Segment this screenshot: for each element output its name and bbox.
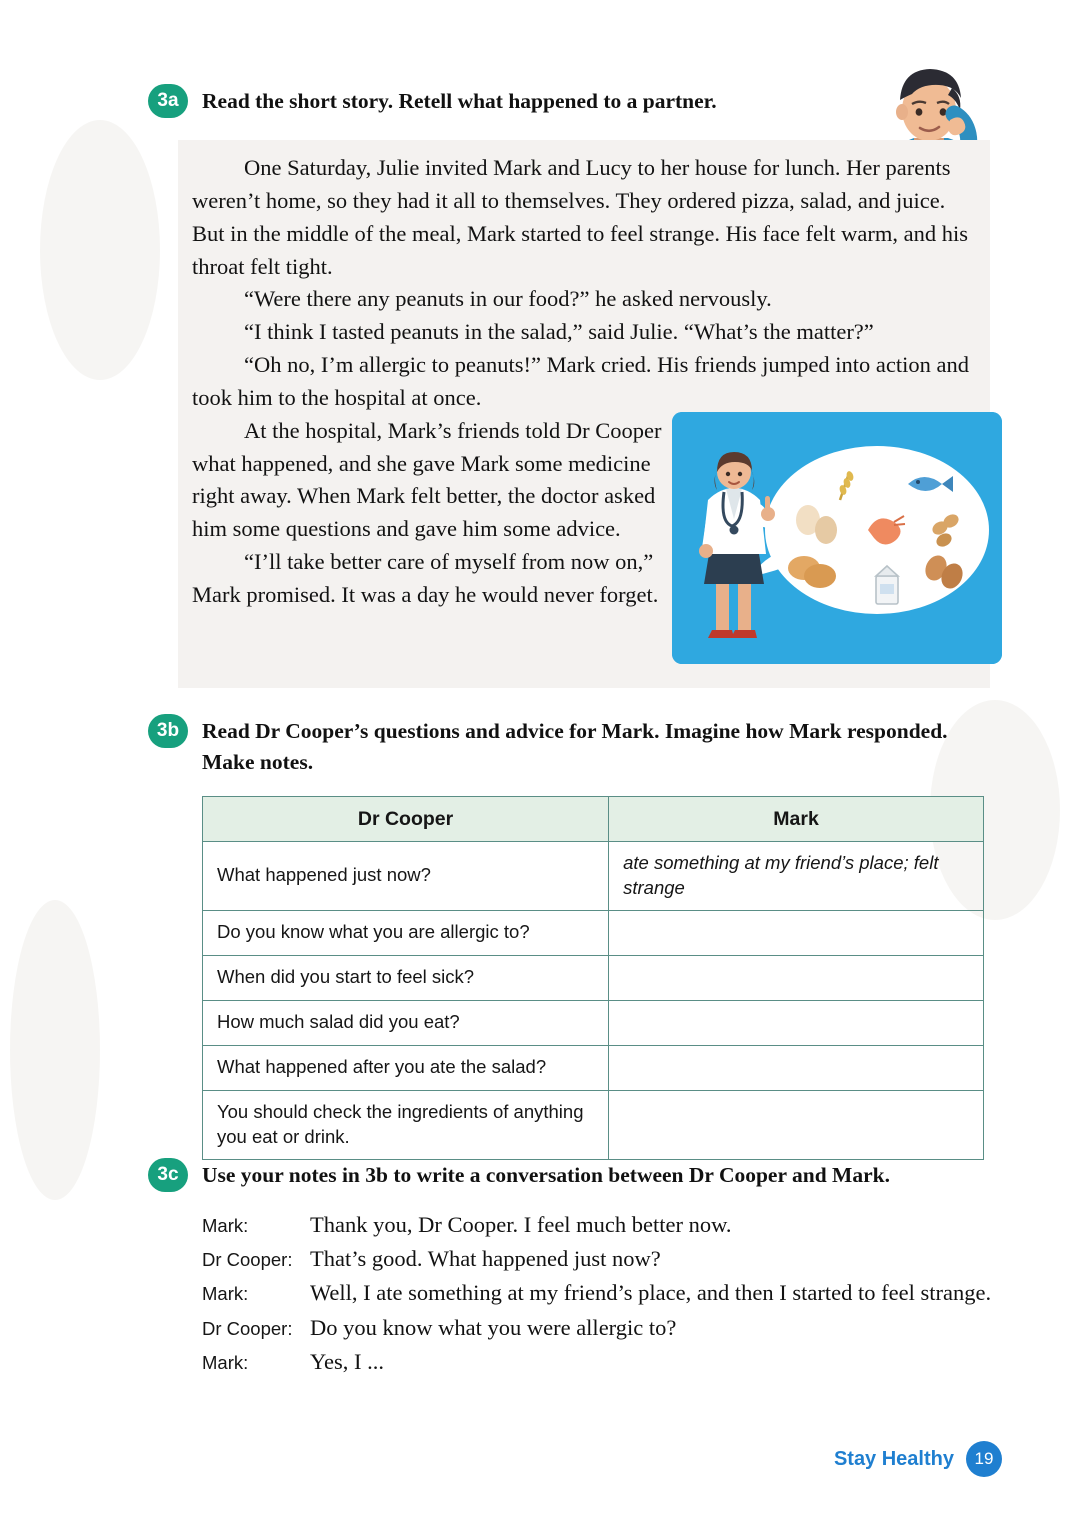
page-number-badge: 19: [966, 1441, 1002, 1477]
task-3a-instruction: Read the short story. Retell what happened to a partner.: [202, 89, 717, 113]
dialogue-text: Do you know what you were allergic to?: [310, 1314, 677, 1340]
story-paragraph: One Saturday, Julie invited Mark and Lucy to her house for lunch. Her parents weren’t home, so they had it all to themselves. They ordered pizza, salad, and juice. But in the middle of the meal, Mark started to feel strange. His face felt warm, and his throat felt tight.: [192, 155, 969, 279]
question-cell: Do you know what you are allergic to?: [203, 910, 609, 955]
task-3b-header: [148, 714, 948, 778]
table-row: [203, 1045, 984, 1090]
dialogue-speaker: Mark:: [202, 1215, 249, 1236]
dialogue-line: [202, 1242, 1002, 1276]
answer-cell[interactable]: [609, 1000, 984, 1045]
dialogue-text: Yes, I ...: [310, 1348, 384, 1374]
story-paragraph: “I’ll take better care of myself from now on,” Mark promised. It was a day he would never forget.: [192, 549, 659, 607]
column-header-mark: Mark: [609, 797, 984, 842]
dialogue-speaker: Dr Cooper:: [202, 1317, 293, 1339]
story-paragraph: “Oh no, I’m allergic to peanuts!” Mark cried. His friends jumped into action and took him to the hospital at once.: [192, 352, 969, 410]
dialogue-text: That’s good. What happened just now?: [310, 1246, 661, 1272]
paper-texture: [10, 900, 100, 1200]
question-cell: What happened just now?: [203, 842, 609, 911]
question-cell: When did you start to feel sick?: [203, 955, 609, 1000]
story-paragraph: “Were there any peanuts in our food?” he asked nervously.: [244, 286, 772, 312]
answer-cell[interactable]: [609, 910, 984, 955]
dialogue-speaker: Mark:: [202, 1351, 249, 1373]
unit-title: Stay Healthy: [833, 1447, 954, 1470]
story-text: [192, 152, 978, 612]
answer-cell[interactable]: [609, 1090, 984, 1159]
table-row: [203, 842, 984, 911]
sample-dialogue: [202, 1208, 1002, 1379]
dialogue-speaker: Dr Cooper:: [202, 1249, 293, 1271]
dialogue-line: [202, 1345, 1002, 1379]
dialogue-text: Thank you, Dr Cooper. I feel much better now.: [310, 1212, 732, 1237]
story-paragraph: At the hospital, Mark’s friends told Dr Cooper what happened, and she gave Mark some medicine right away. When Mark felt better, the doctor asked him some questions and gave him some advice.: [192, 417, 662, 542]
task-badge-3b: 3b: [148, 714, 188, 748]
task-3c-header: [148, 1158, 988, 1192]
story-paragraph: “I think I tasted peanuts in the salad,” said Julie. “What’s the matter?”: [244, 319, 874, 345]
task-3c-instruction: Use your notes in 3b to write a conversation between Dr Cooper and Mark.: [202, 1163, 890, 1187]
advice-cell: You should check the ingredients of anything you eat or drink.: [203, 1090, 609, 1159]
notes-table: [202, 796, 984, 1160]
dialogue-line: [202, 1276, 1002, 1310]
column-header-dr-cooper: Dr Cooper: [203, 797, 609, 842]
table-row: [203, 1090, 984, 1159]
page-footer: [834, 1441, 1002, 1477]
table-row: [203, 1000, 984, 1045]
task-badge-3c: 3c: [148, 1158, 188, 1192]
dialogue-line: [202, 1311, 1002, 1345]
task-3a-header: [148, 84, 938, 118]
question-cell: How much salad did you eat?: [203, 1000, 609, 1045]
table-header-row: [203, 797, 984, 842]
task-3b-instruction: Read Dr Cooper’s questions and advice for Mark. Imagine how Mark responded. Make notes.: [202, 719, 948, 775]
dialogue-line: [202, 1208, 1002, 1242]
table-row: [203, 955, 984, 1000]
answer-cell[interactable]: ate something at my friend’s place; felt strange: [609, 842, 984, 911]
answer-cell[interactable]: [609, 955, 984, 1000]
task-badge-3a: 3a: [148, 84, 188, 118]
dialogue-speaker: Mark:: [202, 1283, 249, 1305]
answer-cell[interactable]: [609, 1045, 984, 1090]
dialogue-text: Well, I ate something at my friend’s place, and then I started to feel strange.: [310, 1280, 992, 1306]
question-cell: What happened after you ate the salad?: [203, 1045, 609, 1090]
table-row: [203, 910, 984, 955]
paper-texture: [40, 120, 160, 380]
